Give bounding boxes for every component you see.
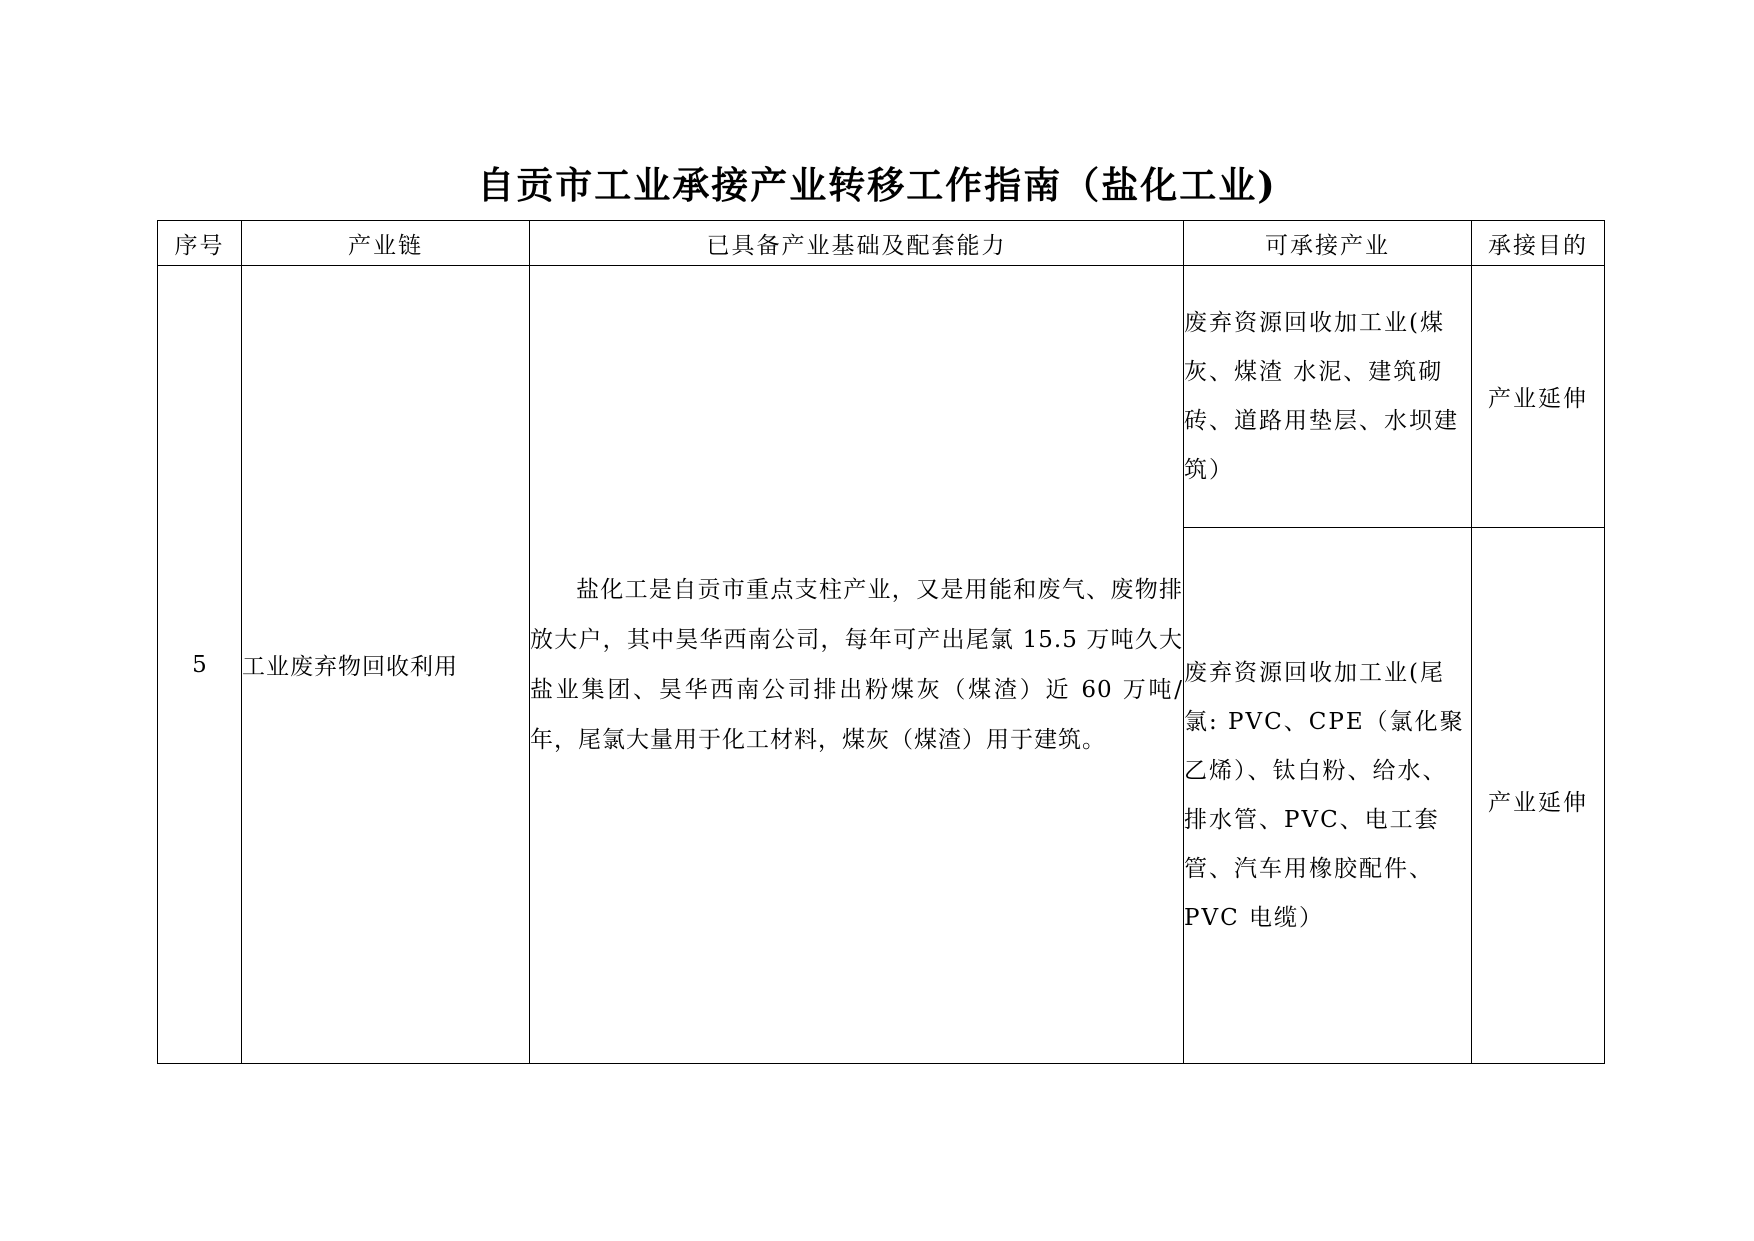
cell-seq: 5 (158, 266, 242, 1064)
cell-industry-1 (1184, 266, 1472, 528)
industry-text-1: 废弃资源回收加工业(煤灰、煤渣 水泥、建筑砌砖、道路用垫层、水坝建筑） (1184, 309, 1459, 483)
table-header-row (158, 221, 1605, 266)
document-title: 自贡市工业承接产业转移工作指南（盐化工业) (477, 163, 1277, 207)
base-paragraph: 盐化工是自贡市重点支柱产业，又是用能和废气、废物排放大户，其中昊华西南公司，每年可产出尾氯 15.5 万吨久大盐业集团、昊华西南公司排出粉煤灰（煤渣）近 60 万吨/年，尾氯大量用于化工材料，煤灰（煤渣）用于建筑。 (530, 576, 1183, 753)
cell-base (530, 266, 1184, 1064)
cell-industry-2 (1184, 528, 1472, 1064)
industry-text-2: 废弃资源回收加工业(尾氯: PVC、CPE（氯化聚乙烯）、钛白粉、给水、排水管、PVC、电工套管、汽车用橡胶配件、PVC 电缆） (1184, 659, 1465, 931)
header-chain: 产业链 (242, 221, 530, 266)
header-seq: 序号 (158, 221, 242, 266)
header-base: 已具备产业基础及配套能力 (530, 221, 1184, 266)
table-row (158, 266, 1605, 528)
cell-chain: 工业废弃物回收利用 (242, 266, 530, 1064)
header-industry: 可承接产业 (1184, 221, 1472, 266)
header-purpose: 承接目的 (1472, 221, 1605, 266)
cell-purpose-2: 产业延伸 (1472, 528, 1605, 1064)
transfer-guide-table (157, 220, 1605, 1064)
cell-purpose-1: 产业延伸 (1472, 266, 1605, 528)
